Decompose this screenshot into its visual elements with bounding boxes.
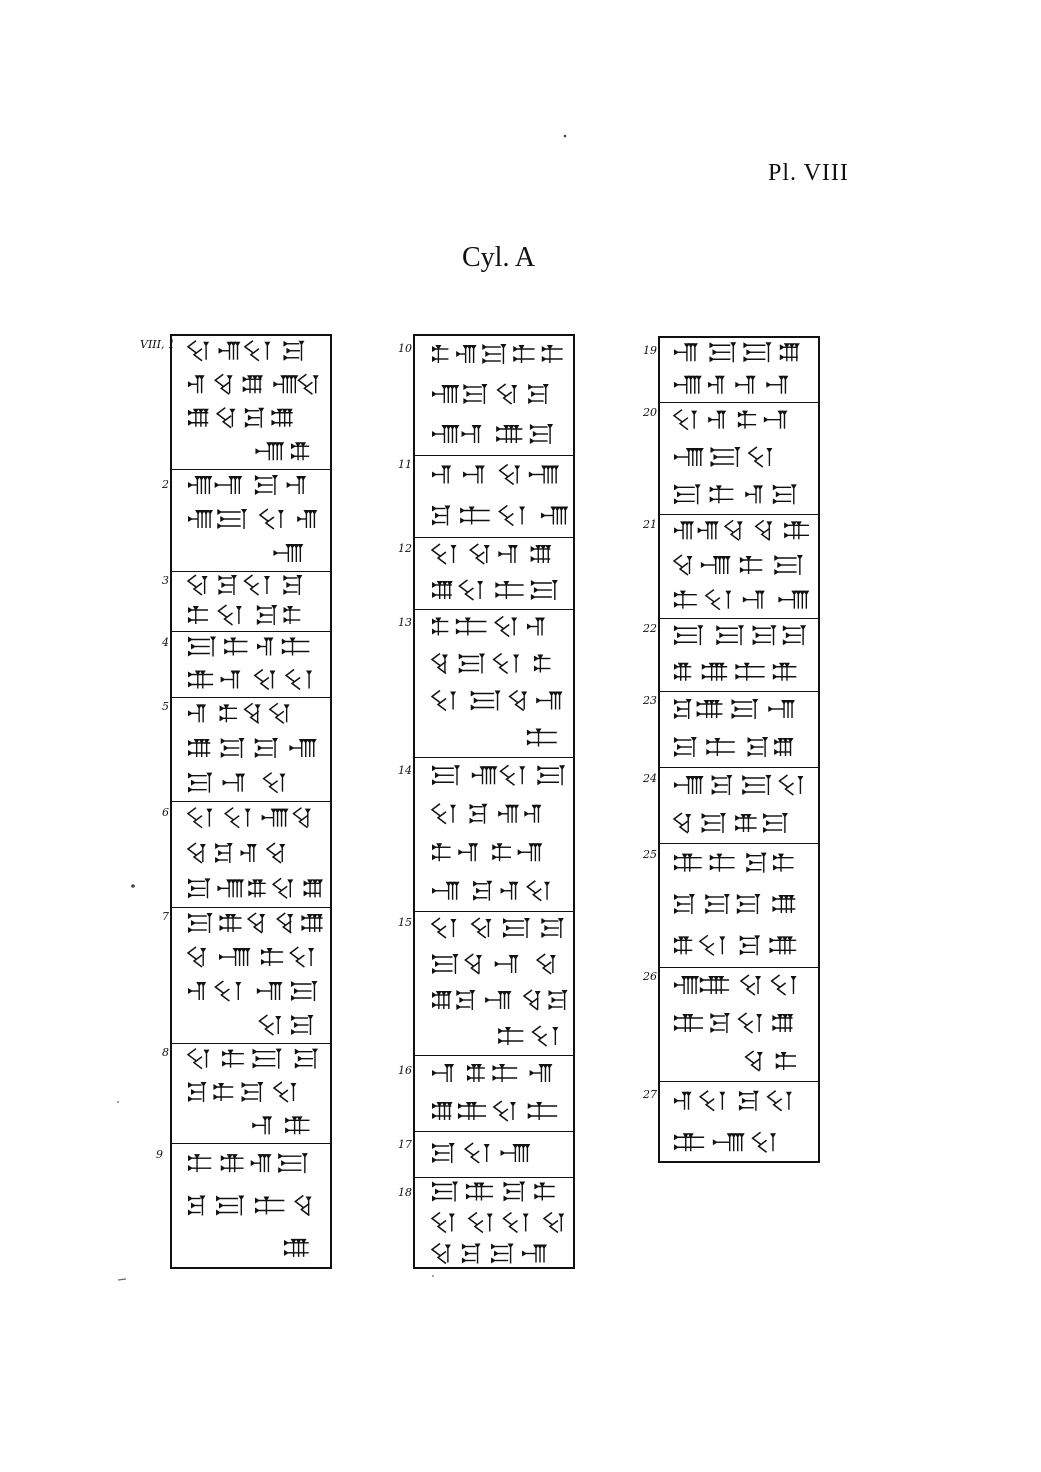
line-number: 26 bbox=[643, 970, 657, 983]
text-column-1 bbox=[170, 334, 332, 1269]
line-number: 15 bbox=[398, 916, 412, 929]
line-box bbox=[415, 336, 573, 456]
page-title: Cyl. A bbox=[462, 242, 536, 273]
line-number: 25 bbox=[643, 848, 657, 861]
line-box bbox=[660, 338, 818, 403]
line-box bbox=[172, 470, 330, 572]
line-box bbox=[415, 1132, 573, 1178]
line-number: 21 bbox=[643, 518, 657, 531]
line-number: 6 bbox=[162, 806, 169, 819]
line-box bbox=[660, 403, 818, 515]
paper-speck bbox=[117, 1101, 119, 1103]
line-number: 11 bbox=[398, 458, 412, 471]
line-number: 10 bbox=[398, 342, 412, 355]
line-number: 27 bbox=[643, 1088, 657, 1101]
line-number: 17 bbox=[398, 1138, 412, 1151]
line-box bbox=[172, 698, 330, 802]
line-number: 9 bbox=[156, 1148, 163, 1161]
line-number: 14 bbox=[398, 764, 412, 777]
line-box bbox=[172, 802, 330, 908]
line-box bbox=[415, 1178, 573, 1271]
text-column-2 bbox=[413, 334, 575, 1269]
line-number: 16 bbox=[398, 1064, 412, 1077]
line-number: 2 bbox=[162, 478, 169, 491]
line-number: 19 bbox=[643, 344, 657, 357]
line-number: 7 bbox=[162, 910, 169, 923]
line-number: 13 bbox=[398, 616, 412, 629]
line-number: 5 bbox=[162, 700, 169, 713]
paper-speck bbox=[564, 135, 567, 138]
line-box bbox=[660, 968, 818, 1082]
line-box bbox=[660, 692, 818, 768]
line-number: 3 bbox=[162, 574, 169, 587]
line-number: 20 bbox=[643, 406, 657, 419]
line-box bbox=[172, 336, 330, 470]
line-box bbox=[172, 1044, 330, 1144]
line-box bbox=[415, 538, 573, 610]
text-column-3 bbox=[658, 336, 820, 1163]
line-box bbox=[660, 515, 818, 619]
line-box bbox=[172, 572, 330, 632]
line-box bbox=[415, 758, 573, 912]
line-box bbox=[172, 632, 330, 698]
line-number: 8 bbox=[162, 1046, 169, 1059]
line-number: 24 bbox=[643, 772, 657, 785]
line-box bbox=[415, 1056, 573, 1132]
paper-speck bbox=[131, 884, 135, 888]
line-box bbox=[172, 908, 330, 1044]
line-number: 18 bbox=[398, 1186, 412, 1199]
plate-label: Pl. VIII bbox=[768, 160, 849, 186]
line-number: 23 bbox=[643, 694, 657, 707]
line-number: 22 bbox=[643, 622, 657, 635]
line-number: VIII, 1 bbox=[140, 338, 175, 351]
line-box bbox=[660, 768, 818, 844]
line-box bbox=[660, 619, 818, 692]
line-box bbox=[172, 1144, 330, 1271]
line-box bbox=[660, 1082, 818, 1165]
paper-speck bbox=[432, 1275, 434, 1277]
line-box bbox=[415, 610, 573, 758]
line-number: 4 bbox=[162, 636, 169, 649]
line-number: 12 bbox=[398, 542, 412, 555]
line-box bbox=[415, 456, 573, 538]
paper-speck bbox=[118, 1279, 126, 1280]
line-box bbox=[415, 912, 573, 1056]
line-box bbox=[660, 844, 818, 968]
